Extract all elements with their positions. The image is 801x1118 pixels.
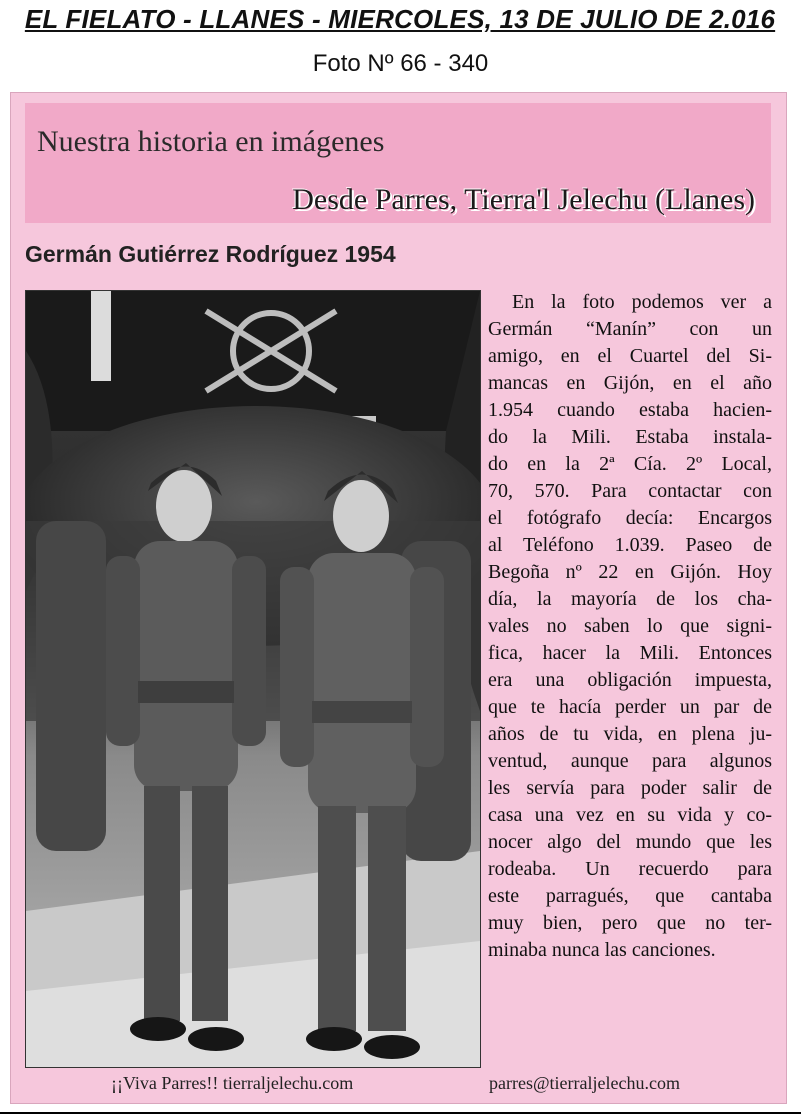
article-line: Begoña nº 22 en Gijón. Hoy (488, 561, 772, 583)
article-line: do la Mili. Estaba instala- (488, 426, 772, 448)
article-body (488, 289, 772, 964)
article-line: En la foto podemos ver a (512, 291, 772, 313)
article-line: do en la 2ª Cía. 2º Local, (488, 453, 772, 475)
article-line: fica, hacer la Mili. Entonces (488, 642, 772, 664)
article-line: nocer algo del mundo que les (488, 831, 772, 853)
article-line: al Teléfono 1.039. Paseo de (488, 534, 772, 556)
article-line: este parragués, que cantaba (488, 885, 772, 907)
article-line: 70, 570. Para contactar con (488, 480, 772, 502)
section-title: Nuestra historia en imágenes (37, 125, 385, 158)
article-line: minaba nunca las canciones. (488, 939, 716, 961)
article-line: día, la mayoría de los cha- (488, 588, 772, 610)
article-line: ventud, aunque para algunos (488, 750, 772, 772)
photo-illustration (26, 291, 480, 1067)
article-line: amigo, en el Cuartel del Si- (488, 345, 772, 367)
article-line: casa una vez en su vida y co- (488, 804, 772, 826)
article-line: que te hacía perder un par de (488, 696, 772, 718)
article-line: Germán “Manín” con un (488, 318, 772, 340)
section-title-box (25, 103, 771, 223)
article-line: vales no saben lo que signi- (488, 615, 772, 637)
article-line: rodeaba. Un recuerdo para (488, 858, 772, 880)
footer-website: ¡¡Viva Parres!! tierraljelechu.com (111, 1073, 354, 1093)
historical-photo (25, 290, 481, 1068)
article-line: mancas en Gijón, en el año (488, 372, 772, 394)
article-line: muy bien, pero que no ter- (488, 912, 772, 934)
section-subtitle: Desde Parres, Tierra'l Jelechu (Llanes) (292, 183, 755, 216)
bottom-rule (0, 1112, 801, 1114)
article-line: les servía para poder salir de (488, 777, 772, 799)
newspaper-header: EL FIELATO - LLANES - MIERCOLES, 13 DE JULIO DE 2.016 (24, 4, 776, 34)
article-line: era una obligación impuesta, (488, 669, 772, 691)
article-line: 1.954 cuando estaba hacien- (488, 399, 772, 421)
article-line: el fotógrafo decía: Encargos (488, 507, 772, 529)
article-panel (10, 92, 787, 1104)
article-line: años de tu vida, en plena ju- (488, 723, 772, 745)
article-headline: Germán Gutiérrez Rodríguez 1954 (25, 241, 396, 267)
footer-email: parres@tierraljelechu.com (489, 1073, 680, 1093)
photo-number: Foto Nº 66 - 340 (312, 50, 489, 77)
